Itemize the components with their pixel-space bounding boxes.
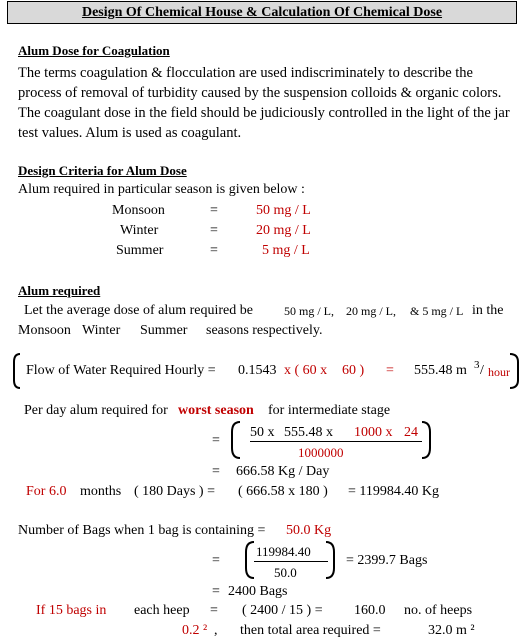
dose-summer: 5 mg / L <box>262 243 310 258</box>
numerator-part: 24 <box>404 425 418 440</box>
bag-weight: 50.0 Kg <box>286 523 332 538</box>
numerator-part: 1000 x <box>354 425 393 440</box>
total-area-label: then total area required = <box>240 623 381 638</box>
season-name: Winter <box>82 323 121 338</box>
bags-result: = 2399.7 Bags <box>346 553 428 568</box>
period-result: = 119984.40 Kg <box>348 484 439 499</box>
dose-value: 50 mg / L, <box>284 304 334 318</box>
alum-required-text: Let the average dose of alum required be <box>24 303 253 318</box>
alum-required-text: seasons respectively. <box>206 323 323 338</box>
heep-each: each heep <box>134 603 190 618</box>
season-winter: Winter <box>120 223 159 238</box>
season-summer: Summer <box>116 243 164 258</box>
numerator-part: 50 x <box>250 425 275 440</box>
period-months: months <box>80 484 122 499</box>
flow-label: Flow of Water Required Hourly = <box>26 363 216 378</box>
period-calc: ( 666.58 x 180 ) <box>238 484 328 499</box>
eq-sign: = <box>212 584 220 599</box>
superscript: 3 <box>474 359 480 371</box>
eq-sign: = <box>386 363 394 378</box>
eq-sign: = <box>210 603 218 618</box>
dose-winter: 20 mg / L <box>256 223 311 238</box>
numerator: 119984.40 <box>256 544 311 559</box>
dose-value: & 5 mg / L <box>410 304 464 318</box>
eq-sign: = <box>210 203 218 218</box>
heep-count: 160.0 <box>354 603 386 618</box>
page-title: Design Of Chemical House & Calculation Of Chemical Dose <box>7 1 517 24</box>
eq-sign: = <box>210 243 218 258</box>
flow-value: 0.1543 <box>238 363 277 378</box>
comma: , <box>214 623 218 638</box>
worst-season: worst season <box>178 403 254 418</box>
denominator: 1000000 <box>298 445 344 460</box>
heep-unit: no. of heeps <box>404 603 473 618</box>
season-name: Monsoon <box>18 323 71 338</box>
criteria-intro: Alum required in particular season is given below : <box>18 182 305 197</box>
period-days: ( 180 Days ) = <box>134 484 215 499</box>
eq-sign: = <box>212 553 220 568</box>
total-area-value: 32.0 m ² <box>428 623 475 638</box>
fraction-line <box>254 561 328 562</box>
per-day-text: Per day alum required for <box>24 403 168 418</box>
section-heading-alum-required: Alum required <box>18 283 101 298</box>
season-monsoon: Monsoon <box>112 203 165 218</box>
unit-separator: / <box>480 363 484 378</box>
alum-required-text: in the <box>472 303 504 318</box>
eq-sign: = <box>212 433 220 448</box>
flow-multiplier: 60 ) <box>342 363 365 378</box>
area-per-heep: 0.2 ² <box>182 623 208 638</box>
numerator-part: 555.48 x <box>284 425 333 440</box>
per-day-text: for intermediate stage <box>268 403 391 418</box>
section-heading-alum-dose: Alum Dose for Coagulation <box>18 43 170 58</box>
fraction-line <box>250 441 422 442</box>
intro-paragraph: The terms coagulation & flocculation are used indiscriminately to describe the process of removal of turbidity caused by the suspension colloids & organic colors. The coagulant dose in the field should be judiciously controlled in the light of the jar test values. Alum is used as coagulant. <box>18 65 510 141</box>
heep-calc: ( 2400 / 15 ) = <box>242 603 323 618</box>
section-heading-design-criteria: Design Criteria for Alum Dose <box>18 163 187 178</box>
dose-value: 20 mg / L, <box>346 304 396 318</box>
bags-label: Number of Bags when 1 bag is containing = <box>18 523 266 538</box>
flow-multiplier: x ( 60 x <box>284 363 328 378</box>
per-day-result: 666.58 Kg / Day <box>236 464 330 479</box>
denominator: 50.0 <box>274 565 297 580</box>
bags-rounded: 2400 Bags <box>228 584 288 599</box>
dose-monsoon: 50 mg / L <box>256 203 311 218</box>
eq-sign: = <box>210 223 218 238</box>
season-name: Summer <box>140 323 188 338</box>
flow-unit: hour <box>488 365 510 379</box>
flow-result: 555.48 m <box>414 363 467 378</box>
period-label: For 6.0 <box>26 484 67 499</box>
eq-sign: = <box>212 464 220 479</box>
heep-label: If 15 bags in <box>36 603 107 618</box>
